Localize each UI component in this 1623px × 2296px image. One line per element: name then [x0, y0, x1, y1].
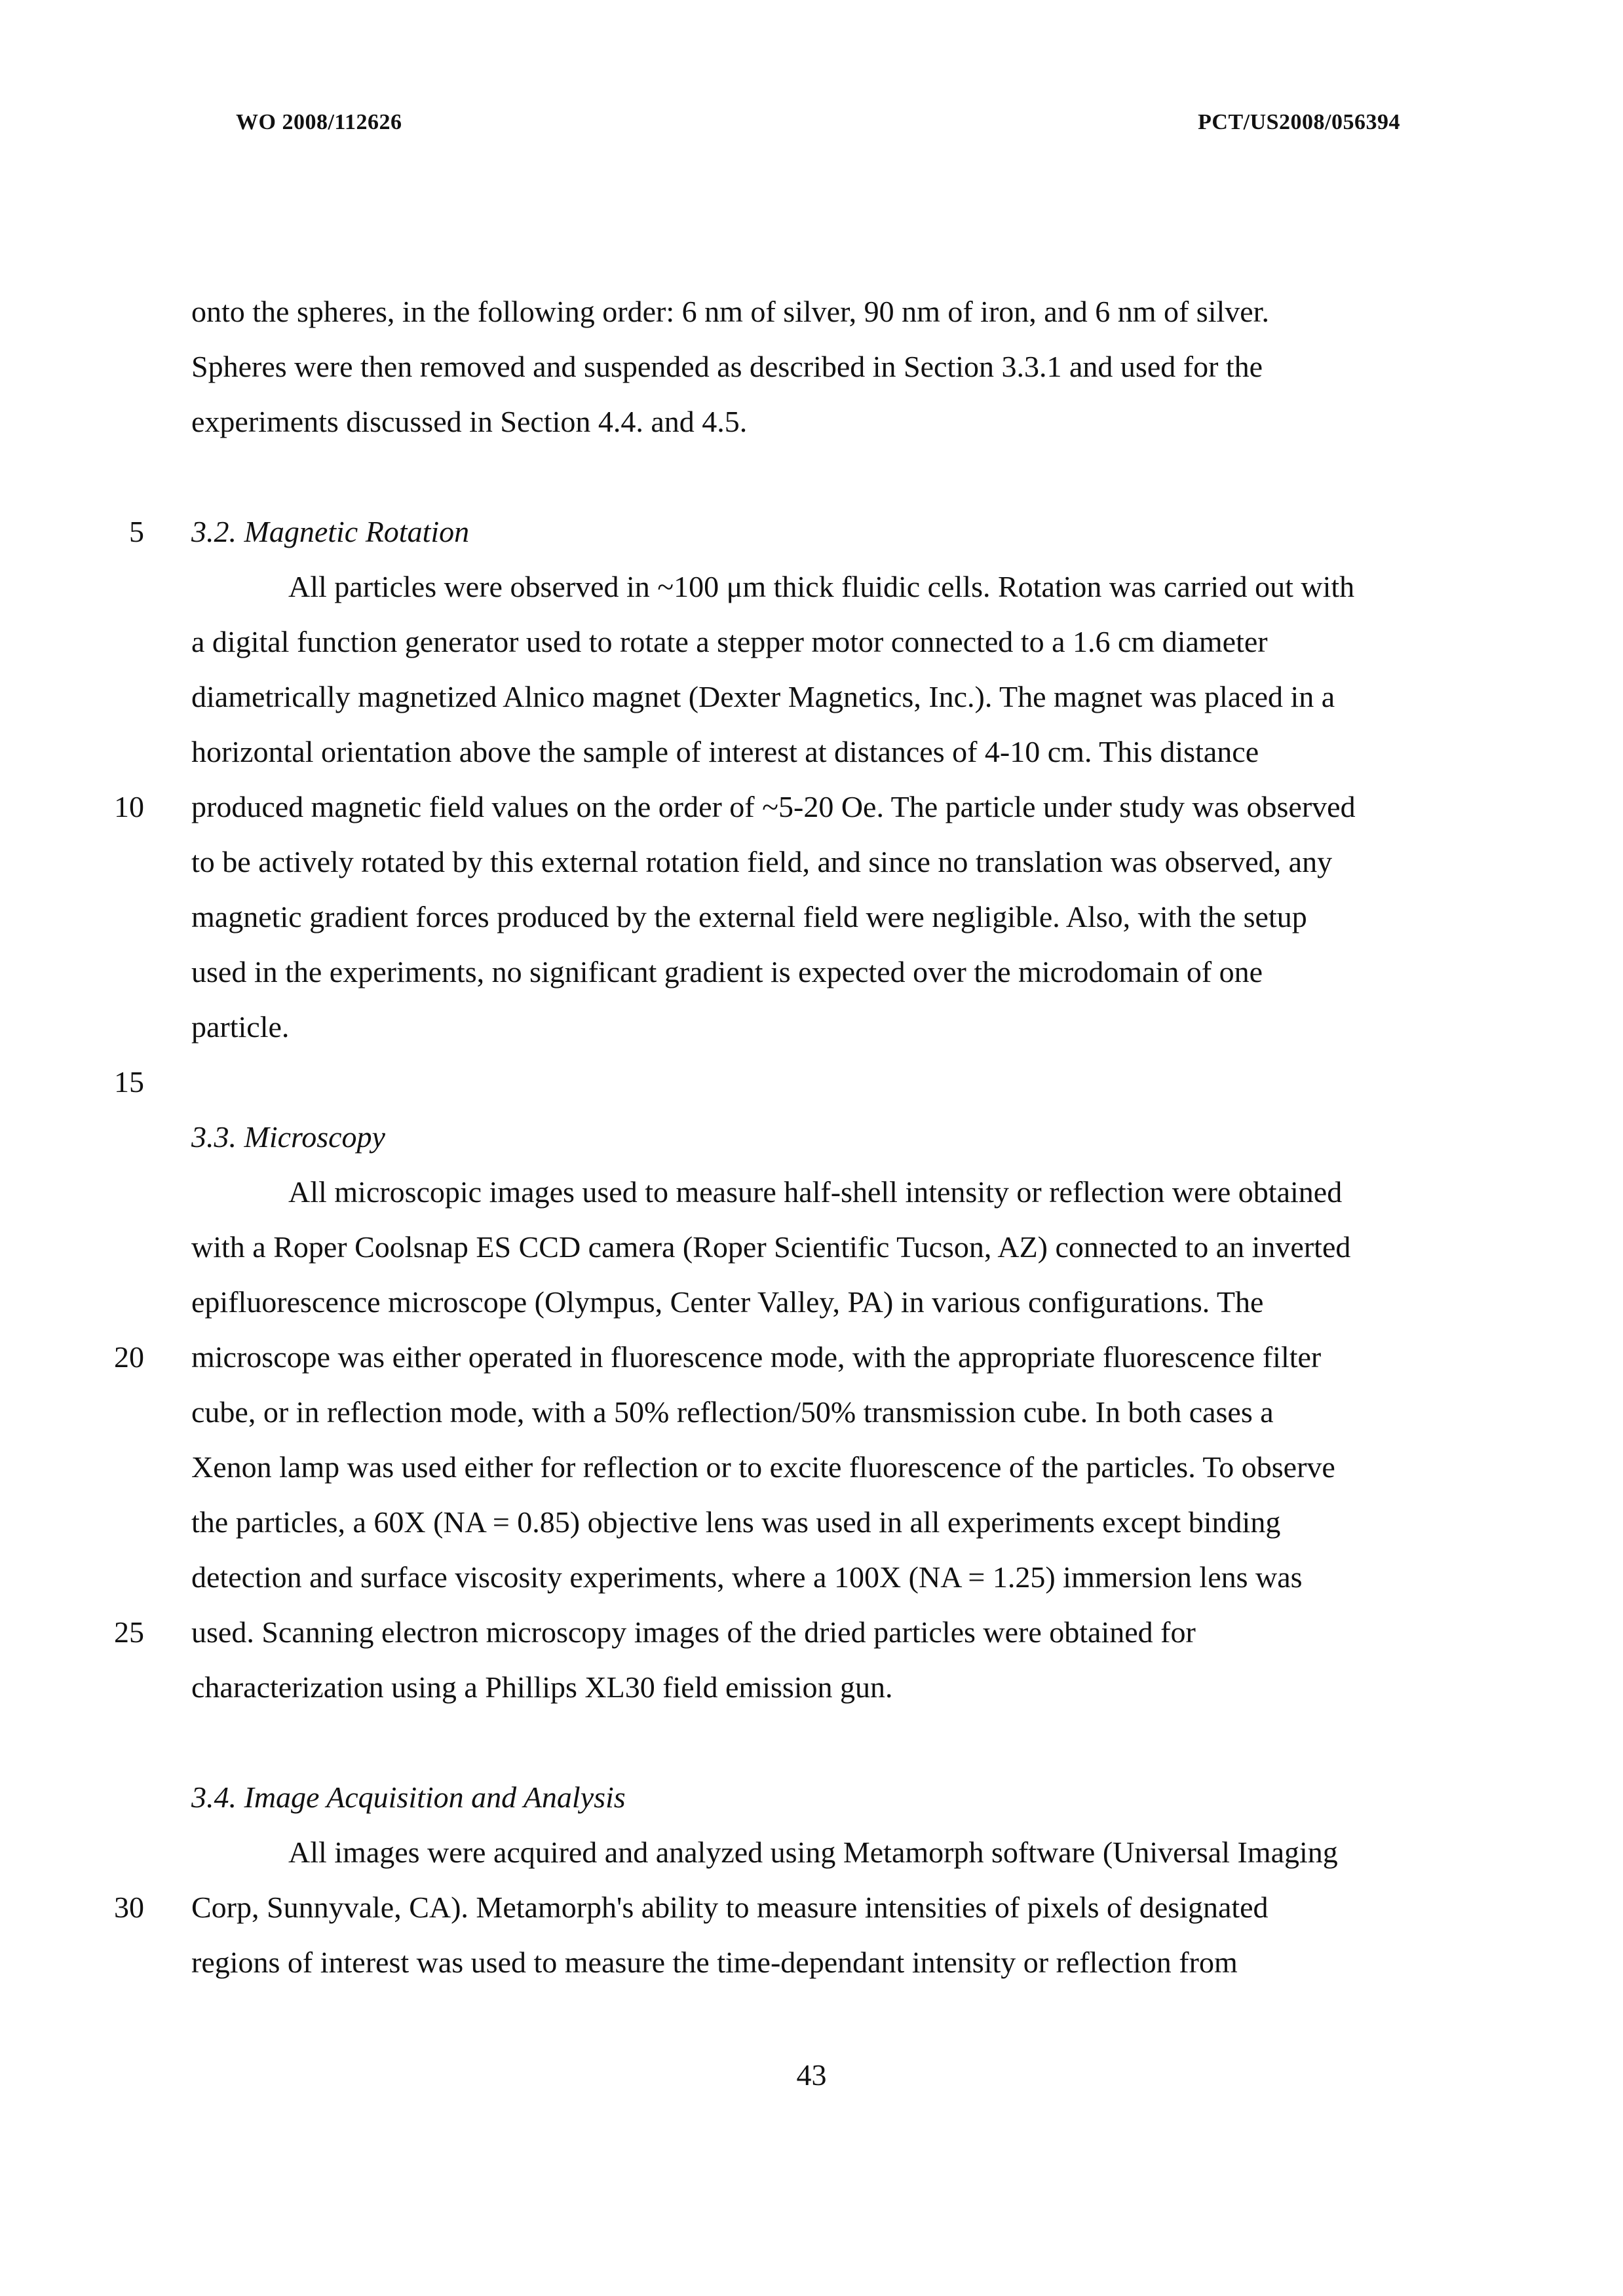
- text-line: Corp, Sunnyvale, CA). Metamorph's ability to measure intensities of pixels of designated: [191, 1891, 1269, 1924]
- text-line: epifluorescence microscope (Olympus, Center Valley, PA) in various configurations. The: [191, 1285, 1264, 1319]
- section-heading: 3.4. Image Acquisition and Analysis: [191, 1780, 626, 1814]
- line-number: 5: [129, 515, 144, 548]
- line-number: 25: [114, 1615, 144, 1649]
- text-line: used. Scanning electron microscopy images of the dried particles were obtained for: [191, 1615, 1196, 1649]
- text-line: cube, or in reflection mode, with a 50% reflection/50% transmission cube. In both cases a: [191, 1395, 1274, 1429]
- text-line: magnetic gradient forces produced by the external field were negligible. Also, with the setup: [191, 900, 1307, 933]
- text-line: the particles, a 60X (NA = 0.85) objective lens was used in all experiments except binding: [191, 1505, 1281, 1539]
- line-number: 15: [114, 1065, 144, 1099]
- line-number: 30: [114, 1891, 144, 1924]
- text-line: microscope was either operated in fluorescence mode, with the appropriate fluorescence filter: [191, 1340, 1322, 1374]
- text-line: with a Roper Coolsnap ES CCD camera (Roper Scientific Tucson, AZ) connected to an inverted: [191, 1230, 1351, 1264]
- text-line: detection and surface viscosity experiments, where a 100X (NA = 1.25) immersion lens was: [191, 1560, 1303, 1594]
- line-number: 20: [114, 1340, 144, 1374]
- text-line: Spheres were then removed and suspended as described in Section 3.3.1 and used for the: [191, 350, 1263, 383]
- page-number: 43: [796, 2058, 827, 2092]
- text-line: to be actively rotated by this external rotation field, and since no translation was observed, any: [191, 845, 1333, 878]
- text-line: All microscopic images used to measure half-shell intensity or reflection were obtained: [288, 1175, 1343, 1209]
- text-line: particle.: [191, 1010, 290, 1044]
- patent-application-number: PCT/US2008/056394: [1198, 110, 1400, 134]
- text-line: diametrically magnetized Alnico magnet (Dexter Magnetics, Inc.). The magnet was placed in a: [191, 680, 1335, 713]
- patent-publication-number: WO 2008/112626: [236, 110, 402, 134]
- section-heading: 3.2. Magnetic Rotation: [191, 515, 470, 548]
- text-line: onto the spheres, in the following order: 6 nm of silver, 90 nm of iron, and 6 nm of silver.: [191, 295, 1269, 328]
- text-line: experiments discussed in Section 4.4. and 4.5.: [191, 405, 748, 438]
- text-line: All particles were observed in ~100 μm thick fluidic cells. Rotation was carried out with: [288, 570, 1355, 603]
- text-line: Xenon lamp was used either for reflection or to excite fluorescence of the particles. To observe: [191, 1450, 1335, 1484]
- text-line: All images were acquired and analyzed using Metamorph software (Universal Imaging: [288, 1835, 1338, 1869]
- section-heading: 3.3. Microscopy: [191, 1120, 385, 1154]
- text-line: horizontal orientation above the sample of interest at distances of 4-10 cm. This distance: [191, 735, 1259, 768]
- text-line: used in the experiments, no significant gradient is expected over the microdomain of one: [191, 955, 1263, 988]
- text-line: produced magnetic field values on the order of ~5-20 Oe. The particle under study was observed: [191, 790, 1356, 823]
- text-line: characterization using a Phillips XL30 field emission gun.: [191, 1670, 893, 1704]
- text-line: regions of interest was used to measure the time-dependant intensity or reflection from: [191, 1946, 1238, 1979]
- line-number: 10: [114, 790, 144, 823]
- text-line: a digital function generator used to rotate a stepper motor connected to a 1.6 cm diameter: [191, 625, 1268, 658]
